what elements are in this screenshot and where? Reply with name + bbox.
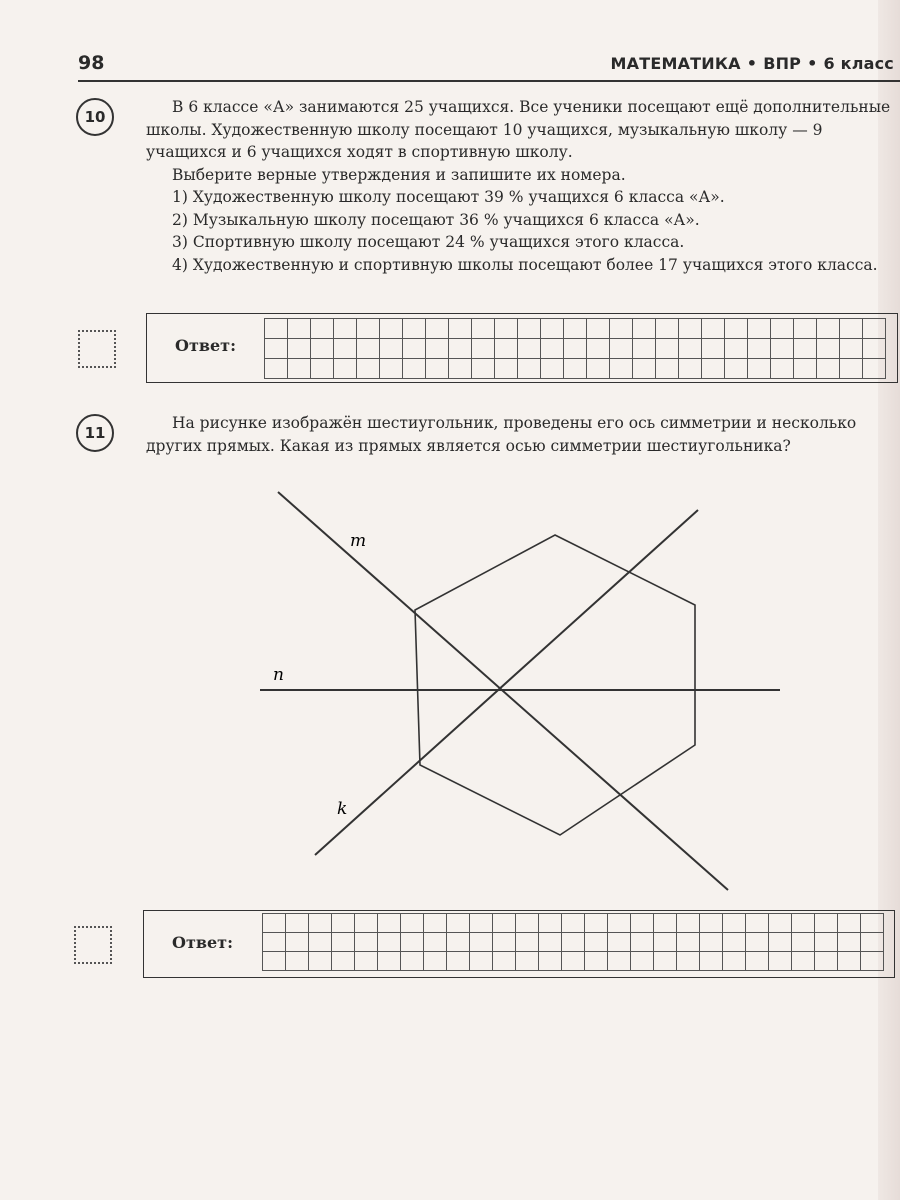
answer-cell[interactable]	[539, 933, 562, 952]
answer-cell[interactable]	[286, 914, 309, 933]
answer-cell[interactable]	[723, 952, 746, 971]
answer-cell[interactable]	[355, 933, 378, 952]
answer-cell[interactable]	[401, 952, 424, 971]
task-10-instruction: Выберите верные утверждения и запишите их номера.	[172, 165, 626, 184]
answer-cell[interactable]	[723, 933, 746, 952]
answer-cell[interactable]	[838, 914, 861, 933]
answer-cell[interactable]	[539, 914, 562, 933]
answer-cell[interactable]	[562, 914, 585, 933]
answer-cell[interactable]	[493, 914, 516, 933]
answer-cell[interactable]	[309, 933, 332, 952]
answer-cell[interactable]	[677, 952, 700, 971]
answer-cell[interactable]	[838, 933, 861, 952]
answer-cell[interactable]	[355, 952, 378, 971]
answer-cell[interactable]	[562, 933, 585, 952]
answer-cell[interactable]	[401, 914, 424, 933]
label-m: m	[350, 531, 367, 551]
task-11-answer-grid[interactable]	[262, 913, 884, 971]
subject-title: МАТЕМАТИКА	[610, 54, 741, 73]
separator-dot: •	[746, 54, 758, 73]
answer-cell[interactable]	[746, 952, 769, 971]
answer-cell[interactable]	[355, 914, 378, 933]
answer-cell[interactable]	[562, 952, 585, 971]
task-10-option-3: 3) Спортивную школу посещают 24 % учащихся этого класса.	[172, 233, 685, 251]
task-10-option-4: 4) Художественную и спортивную школы посещают более 17 учащихся этого класса.	[172, 255, 878, 274]
separator-dot: •	[807, 54, 818, 73]
answer-cell[interactable]	[815, 952, 838, 971]
answer-cell[interactable]	[746, 914, 769, 933]
answer-cell[interactable]	[378, 952, 401, 971]
task-10-answer-label: Ответ:	[175, 336, 236, 355]
answer-cell[interactable]	[585, 933, 608, 952]
answer-cell[interactable]	[539, 952, 562, 971]
answer-cell[interactable]	[378, 933, 401, 952]
answer-cell[interactable]	[700, 933, 723, 952]
answer-cell[interactable]	[332, 933, 355, 952]
answer-cell[interactable]	[493, 952, 516, 971]
answer-cell[interactable]	[815, 933, 838, 952]
answer-cell[interactable]	[677, 914, 700, 933]
answer-cell[interactable]	[286, 933, 309, 952]
label-k: k	[337, 799, 348, 819]
answer-cell[interactable]	[424, 933, 447, 952]
answer-cell[interactable]	[769, 952, 792, 971]
answer-cell[interactable]	[631, 933, 654, 952]
answer-cell[interactable]	[792, 914, 815, 933]
answer-cell[interactable]	[631, 952, 654, 971]
answer-cell[interactable]	[447, 933, 470, 952]
answer-cell[interactable]	[654, 952, 677, 971]
answer-cell[interactable]	[815, 914, 838, 933]
grade-title: 6 класс	[823, 54, 894, 73]
answer-cell[interactable]	[424, 914, 447, 933]
answer-cell[interactable]	[746, 933, 769, 952]
answer-cell[interactable]	[263, 952, 286, 971]
answer-cell[interactable]	[309, 952, 332, 971]
answer-cell[interactable]	[378, 914, 401, 933]
answer-cell[interactable]	[792, 952, 815, 971]
exam-title: ВПР	[763, 54, 802, 73]
answer-cell[interactable]	[792, 933, 815, 952]
answer-cell[interactable]	[700, 914, 723, 933]
answer-cell[interactable]	[769, 914, 792, 933]
task-11-question: На рисунке изображён шестиугольник, проведены его ось симметрии и несколько других прямых. Какая из прямых является осью симметрии шестиугольника?	[146, 414, 857, 455]
answer-cell[interactable]	[700, 952, 723, 971]
task-10-option-2: 2) Музыкальную школу посещают 36 % учащихся 6 класса «А».	[172, 210, 700, 229]
answer-cell[interactable]	[424, 952, 447, 971]
answer-cell[interactable]	[654, 933, 677, 952]
answer-cell[interactable]	[309, 914, 332, 933]
answer-cell[interactable]	[447, 952, 470, 971]
answer-cell[interactable]	[470, 914, 493, 933]
answer-cell[interactable]	[769, 933, 792, 952]
answer-cell[interactable]	[654, 914, 677, 933]
answer-cell[interactable]	[608, 952, 631, 971]
task-10-intro: В 6 классе «А» занимаются 25 учащихся. Все ученики посещают ещё дополнительные школы. Художественную школу посещают 10 учащихся, музыкальную школу — 9 учащихся и 6 учащихся ходят в спортивную школу.	[146, 98, 891, 161]
answer-cell[interactable]	[332, 914, 355, 933]
task-10-option-1: 1) Художественную школу посещают 39 % учащихся 6 класса «А».	[172, 188, 725, 206]
answer-cell[interactable]	[608, 933, 631, 952]
task-number-11: 11	[76, 414, 114, 452]
page-number: 98	[78, 52, 105, 74]
answer-cell[interactable]	[401, 933, 424, 952]
answer-cell[interactable]	[447, 914, 470, 933]
task-11-answer-label: Ответ:	[172, 933, 233, 952]
answer-cell[interactable]	[493, 933, 516, 952]
answer-cell[interactable]	[470, 952, 493, 971]
hexagon	[415, 535, 695, 835]
answer-cell[interactable]	[861, 933, 884, 952]
label-n: n	[273, 665, 284, 685]
answer-cell[interactable]	[516, 952, 539, 971]
answer-cell[interactable]	[838, 952, 861, 971]
answer-cell[interactable]	[516, 933, 539, 952]
answer-cell[interactable]	[470, 933, 493, 952]
task-11-score-box[interactable]	[74, 926, 112, 964]
answer-cell[interactable]	[861, 914, 884, 933]
answer-cell[interactable]	[263, 933, 286, 952]
answer-cell[interactable]	[585, 952, 608, 971]
answer-cell[interactable]	[332, 952, 355, 971]
task-number-10: 10	[76, 98, 114, 136]
answer-cell[interactable]	[585, 914, 608, 933]
answer-cell[interactable]	[631, 914, 654, 933]
answer-cell[interactable]	[861, 952, 884, 971]
answer-cell[interactable]	[263, 914, 286, 933]
answer-cell[interactable]	[286, 952, 309, 971]
answer-cell[interactable]	[677, 933, 700, 952]
answer-cell[interactable]	[723, 914, 746, 933]
answer-cell[interactable]	[516, 914, 539, 933]
answer-cell[interactable]	[608, 914, 631, 933]
